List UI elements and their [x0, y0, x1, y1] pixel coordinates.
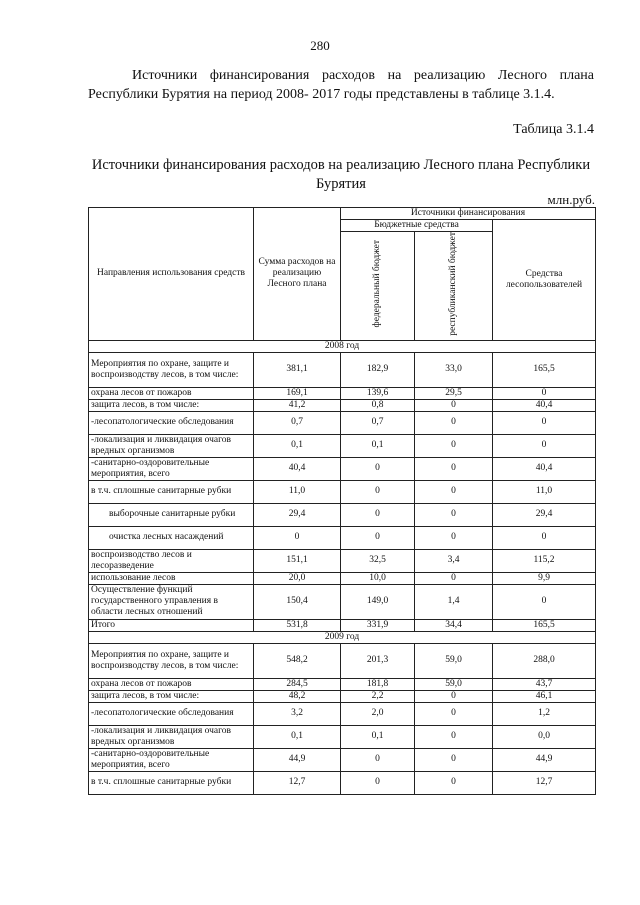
header-federal [341, 232, 415, 341]
header-sources: Источники финансирования [341, 208, 596, 220]
direction-cell: защита лесов, в том числе: [89, 690, 254, 702]
table-row [89, 572, 596, 584]
users-cell: 9,9 [493, 572, 596, 584]
users-cell: 0 [493, 584, 596, 619]
users-cell: 46,1 [493, 690, 596, 702]
direction-cell: охрана лесов от пожаров [89, 387, 254, 399]
direction-cell: очистка лесных насаждений [89, 526, 254, 549]
republican-cell: 0 [415, 702, 493, 725]
republican-cell: 0 [415, 690, 493, 702]
sum-cell: 41,2 [254, 399, 341, 411]
federal-cell: 0,1 [341, 434, 415, 457]
table-row [89, 480, 596, 503]
federal-cell: 32,5 [341, 549, 415, 572]
republican-cell: 1,4 [415, 584, 493, 619]
table-row [89, 643, 596, 678]
table-row [89, 584, 596, 619]
table-row [89, 690, 596, 702]
republican-cell: 0 [415, 572, 493, 584]
users-cell: 0 [493, 526, 596, 549]
year-label: 2008 год [89, 340, 596, 352]
republican-cell: 29,5 [415, 387, 493, 399]
direction-cell: защита лесов, в том числе: [89, 399, 254, 411]
direction-cell: -санитарно-оздоровительные мероприятия, всего [89, 748, 254, 771]
users-cell: 0,0 [493, 725, 596, 748]
direction-cell: Мероприятия по охране, защите и воспроизводству лесов, в том числе: [89, 643, 254, 678]
republican-cell: 34,4 [415, 619, 493, 631]
table-row [89, 526, 596, 549]
table-row [89, 399, 596, 411]
republican-cell: 0 [415, 411, 493, 434]
funding-table [88, 207, 596, 795]
table-row [89, 771, 596, 794]
direction-cell: Итого [89, 619, 254, 631]
federal-cell: 182,9 [341, 352, 415, 387]
header-direction: Направления использования средств [89, 208, 254, 341]
sum-cell: 20,0 [254, 572, 341, 584]
federal-cell: 0 [341, 526, 415, 549]
sum-cell: 381,1 [254, 352, 341, 387]
sum-cell: 151,1 [254, 549, 341, 572]
users-cell: 0 [493, 387, 596, 399]
year-label: 2009 год [89, 631, 596, 643]
federal-cell: 0 [341, 457, 415, 480]
direction-cell: Мероприятия по охране, защите и воспроизводству лесов, в том числе: [89, 352, 254, 387]
sum-cell: 40,4 [254, 457, 341, 480]
republican-cell: 59,0 [415, 678, 493, 690]
direction-cell: -локализация и ликвидация очагов вредных организмов [89, 434, 254, 457]
direction-cell: -санитарно-оздоровительные мероприятия, всего [89, 457, 254, 480]
sum-cell: 0 [254, 526, 341, 549]
users-cell: 12,7 [493, 771, 596, 794]
sum-cell: 0,7 [254, 411, 341, 434]
federal-cell: 2,0 [341, 702, 415, 725]
direction-cell: выборочные санитарные рубки [89, 503, 254, 526]
republican-cell: 0 [415, 457, 493, 480]
republican-cell: 59,0 [415, 643, 493, 678]
federal-cell: 0 [341, 771, 415, 794]
sum-cell: 48,2 [254, 690, 341, 702]
sum-cell: 548,2 [254, 643, 341, 678]
header-republican [415, 232, 493, 341]
users-cell: 115,2 [493, 549, 596, 572]
direction-cell: охрана лесов от пожаров [89, 678, 254, 690]
intro-paragraph: Источники финансирования расходов на реализацию Лесного плана Республики Бурятия на период 2008- 2017 годы представлены в таблице 3.1.4. [88, 68, 594, 102]
users-cell: 1,2 [493, 702, 596, 725]
republican-cell: 0 [415, 480, 493, 503]
page-number: 280 [310, 38, 330, 53]
table-row [89, 352, 596, 387]
users-cell: 165,5 [493, 619, 596, 631]
sum-cell: 0,1 [254, 434, 341, 457]
direction-cell: -лесопатологические обследования [89, 702, 254, 725]
header-budget: Бюджетные средства [341, 220, 493, 232]
republican-cell: 0 [415, 434, 493, 457]
table-row [89, 702, 596, 725]
users-cell: 40,4 [493, 399, 596, 411]
table-body [89, 340, 596, 794]
federal-cell: 0 [341, 480, 415, 503]
header-sum: Сумма расходов на реализацию Лесного плана [254, 208, 341, 341]
table-caption: Таблица 3.1.4 [513, 122, 594, 137]
users-cell: 0 [493, 434, 596, 457]
sum-cell: 3,2 [254, 702, 341, 725]
table-title: Источники финансирования расходов на реализацию Лесного плана Республики Бурятия [91, 157, 591, 192]
table-row [89, 725, 596, 748]
sum-cell: 11,0 [254, 480, 341, 503]
table-row [89, 411, 596, 434]
direction-cell: -лесопатологические обследования [89, 411, 254, 434]
sum-cell: 284,5 [254, 678, 341, 690]
table-row [89, 678, 596, 690]
table-row [89, 387, 596, 399]
republican-cell: 33,0 [415, 352, 493, 387]
federal-cell: 10,0 [341, 572, 415, 584]
header-users: Средства лесопользователей [493, 220, 596, 341]
republican-cell: 3,4 [415, 549, 493, 572]
federal-cell: 0,7 [341, 411, 415, 434]
sum-cell: 150,4 [254, 584, 341, 619]
direction-cell: в т.ч. сплошные санитарные рубки [89, 480, 254, 503]
header-republican-text: республиканский бюджет [448, 232, 458, 336]
year-row [89, 340, 596, 352]
sum-cell: 44,9 [254, 748, 341, 771]
users-cell: 43,7 [493, 678, 596, 690]
direction-cell: -локализация и ликвидация очагов вредных организмов [89, 725, 254, 748]
users-cell: 29,4 [493, 503, 596, 526]
users-cell: 44,9 [493, 748, 596, 771]
users-cell: 0 [493, 411, 596, 434]
units-label: млн.руб. [547, 192, 595, 207]
federal-cell: 2,2 [341, 690, 415, 702]
federal-cell: 0 [341, 503, 415, 526]
users-cell: 11,0 [493, 480, 596, 503]
federal-cell: 0,1 [341, 725, 415, 748]
republican-cell: 0 [415, 771, 493, 794]
republican-cell: 0 [415, 399, 493, 411]
federal-cell: 201,3 [341, 643, 415, 678]
table-row [89, 619, 596, 631]
table-row [89, 549, 596, 572]
users-cell: 165,5 [493, 352, 596, 387]
direction-cell: использование лесов [89, 572, 254, 584]
table-row [89, 503, 596, 526]
republican-cell: 0 [415, 503, 493, 526]
republican-cell: 0 [415, 748, 493, 771]
federal-cell: 181,8 [341, 678, 415, 690]
direction-cell: Осуществление функций государственного управления в области лесных отношений [89, 584, 254, 619]
federal-cell: 139,6 [341, 387, 415, 399]
federal-cell: 0 [341, 748, 415, 771]
direction-cell: в т.ч. сплошные санитарные рубки [89, 771, 254, 794]
sum-cell: 29,4 [254, 503, 341, 526]
sum-cell: 531,8 [254, 619, 341, 631]
direction-cell: воспроизводство лесов и лесоразведение [89, 549, 254, 572]
header-federal-text: федеральный бюджет [372, 240, 382, 328]
federal-cell: 0,8 [341, 399, 415, 411]
sum-cell: 0,1 [254, 725, 341, 748]
table-row [89, 457, 596, 480]
table-row [89, 434, 596, 457]
federal-cell: 331,9 [341, 619, 415, 631]
sum-cell: 12,7 [254, 771, 341, 794]
users-cell: 40,4 [493, 457, 596, 480]
republican-cell: 0 [415, 526, 493, 549]
sum-cell: 169,1 [254, 387, 341, 399]
republican-cell: 0 [415, 725, 493, 748]
year-row [89, 631, 596, 643]
table-row [89, 748, 596, 771]
users-cell: 288,0 [493, 643, 596, 678]
federal-cell: 149,0 [341, 584, 415, 619]
